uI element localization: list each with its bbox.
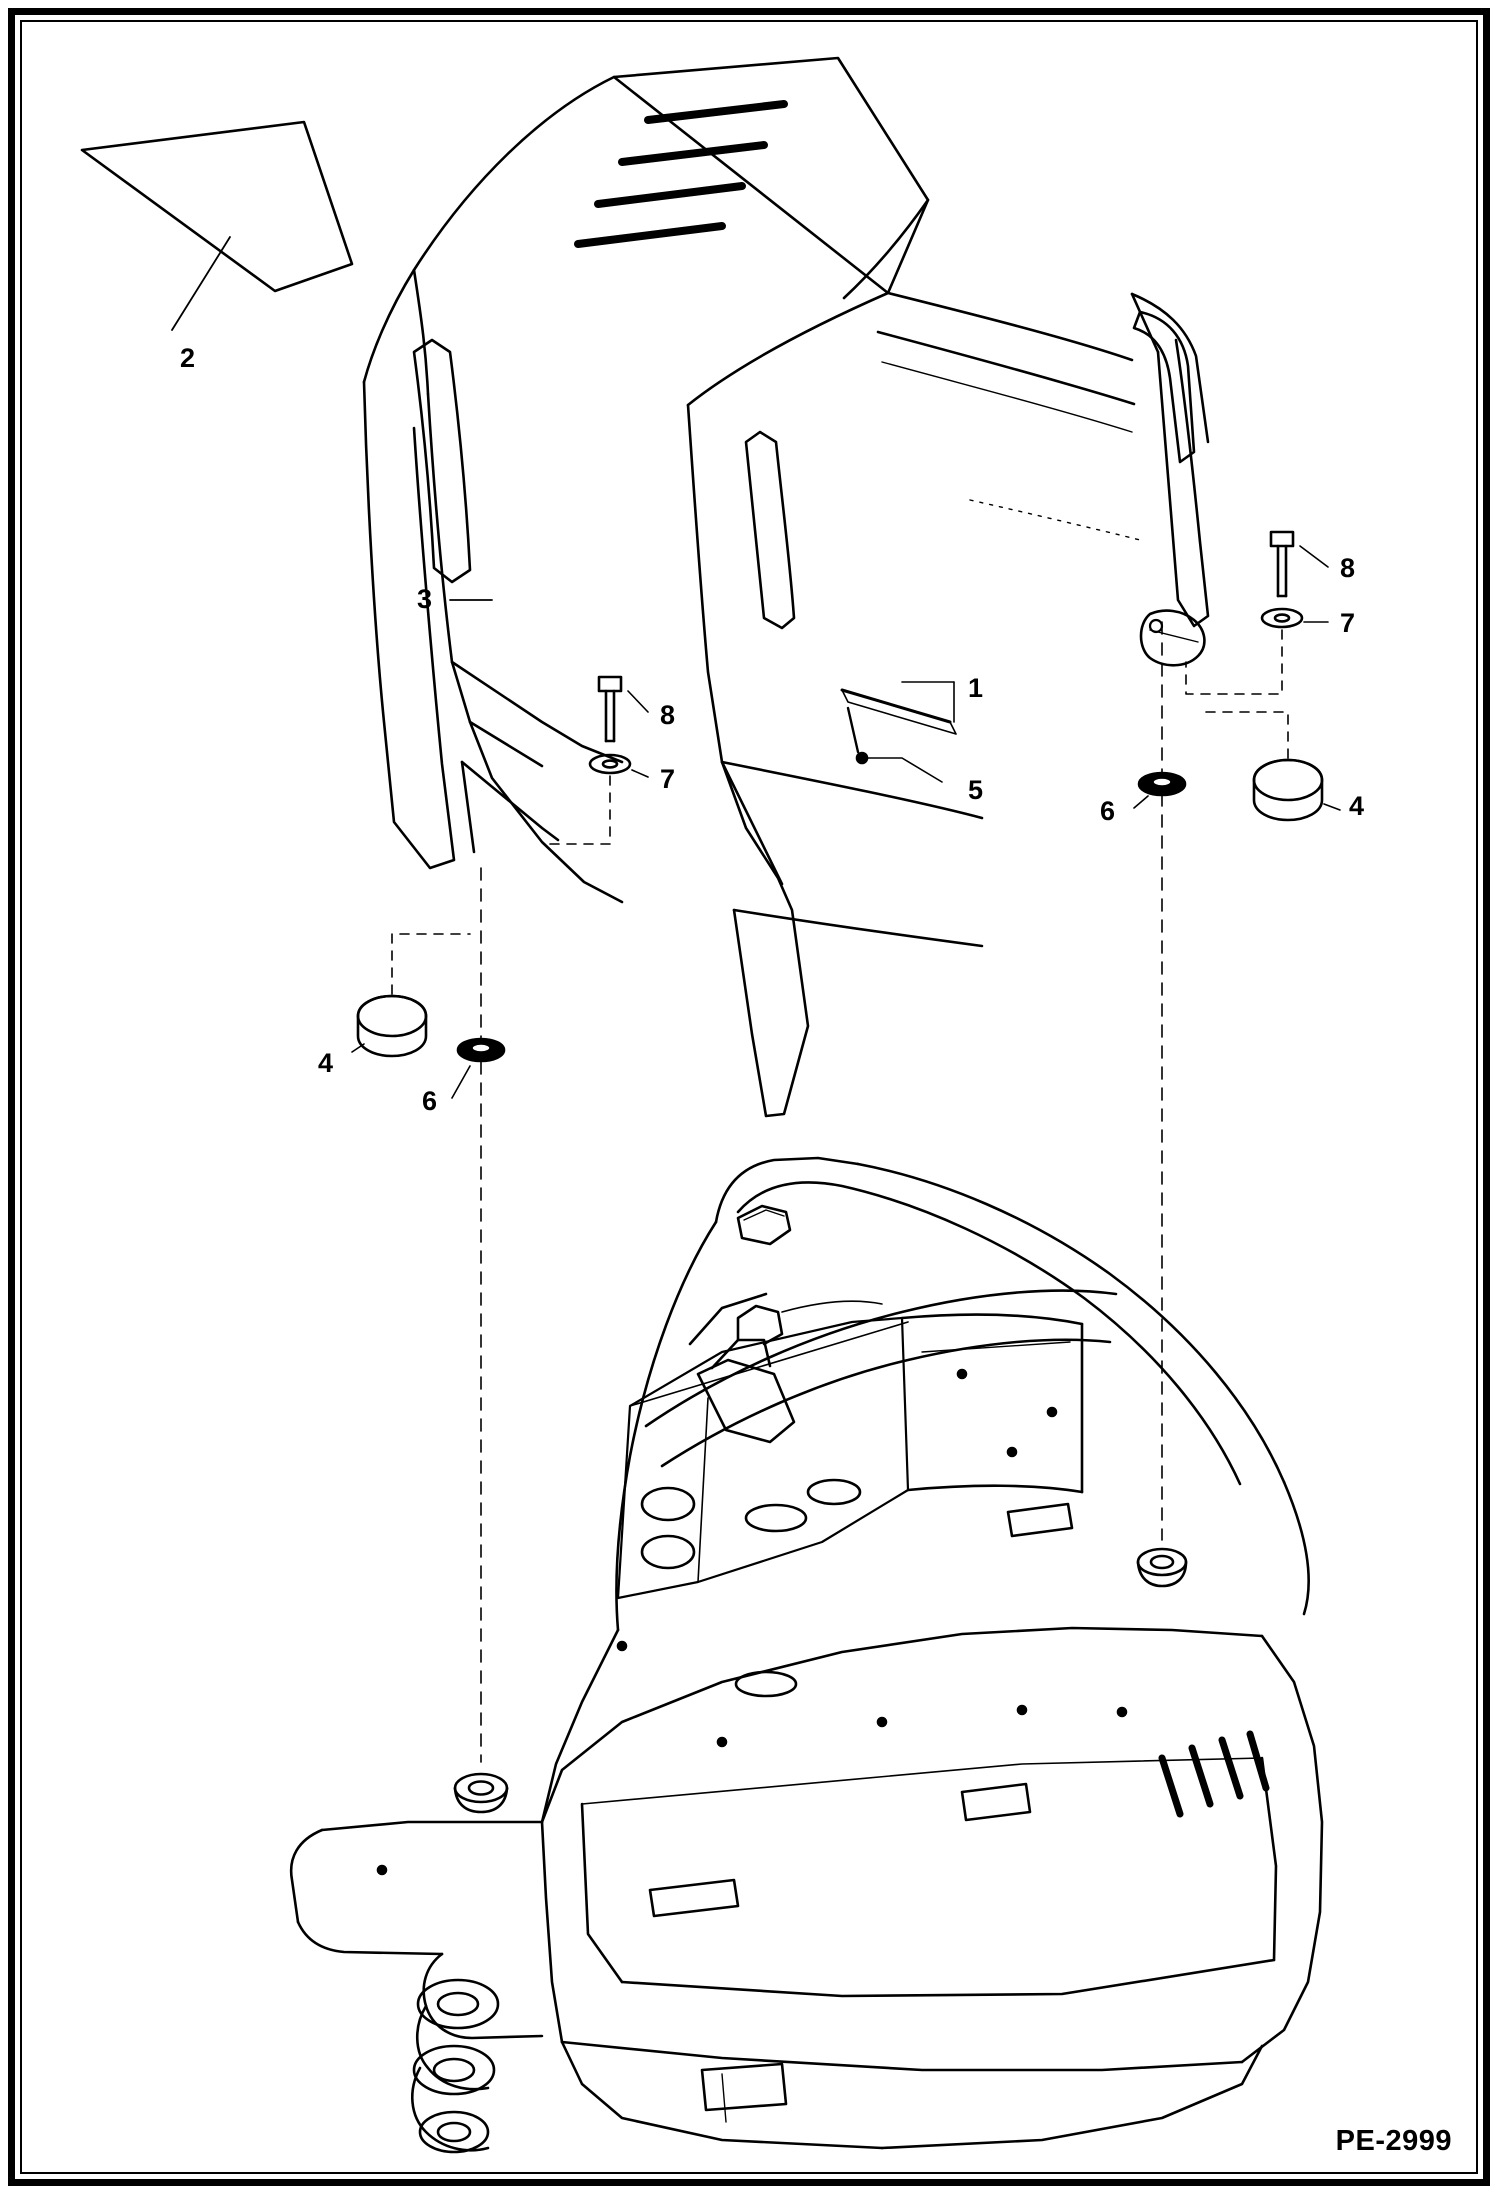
callout-3: 3 bbox=[417, 584, 433, 614]
machine-upper-frame bbox=[291, 1158, 1322, 2152]
callout-6-right: 6 bbox=[1100, 796, 1116, 826]
assembly-path-cap-left bbox=[392, 934, 470, 994]
part-pin bbox=[848, 708, 858, 752]
callout-8-right: 8 bbox=[1340, 553, 1356, 583]
leader-8-right bbox=[1300, 546, 1328, 567]
assembly-path-cap-right bbox=[1198, 712, 1288, 758]
part-washer-right bbox=[1262, 609, 1302, 627]
drawing-svg bbox=[22, 22, 1476, 2172]
leader-5 bbox=[862, 758, 942, 782]
assembly-path-right-top bbox=[1186, 630, 1282, 694]
part-rubber-cap-left bbox=[358, 996, 426, 1056]
callout-2: 2 bbox=[180, 343, 196, 373]
assembly-path-left-top bbox=[542, 776, 610, 844]
leader-6-left bbox=[452, 1066, 470, 1098]
part-bolt-left bbox=[599, 677, 621, 741]
callout-4-right: 4 bbox=[1349, 791, 1365, 821]
leader-4-left bbox=[352, 1044, 364, 1052]
part-bolt-right bbox=[1271, 532, 1293, 596]
callout-8-left: 8 bbox=[660, 700, 676, 730]
callout-4-left: 4 bbox=[318, 1048, 334, 1078]
part-canopy-rops bbox=[364, 58, 1208, 1116]
callout-6-left: 6 bbox=[422, 1086, 438, 1116]
callout-7-left: 7 bbox=[660, 764, 676, 794]
callout-5: 5 bbox=[968, 775, 984, 805]
leader-4-right bbox=[1324, 804, 1340, 810]
technical-drawing bbox=[22, 22, 1476, 2172]
part-roof-mat bbox=[82, 122, 352, 291]
leader-5-dot bbox=[857, 753, 867, 763]
callout-7-right: 7 bbox=[1340, 608, 1356, 638]
leader-2 bbox=[172, 237, 230, 330]
part-rubber-cap-right bbox=[1254, 760, 1322, 820]
leader-8-left bbox=[628, 691, 648, 712]
leader-6-right bbox=[1134, 796, 1148, 808]
leader-7-left bbox=[632, 770, 648, 777]
figure-code: PE-2999 bbox=[1335, 2125, 1452, 2157]
callout-1: 1 bbox=[968, 673, 984, 703]
